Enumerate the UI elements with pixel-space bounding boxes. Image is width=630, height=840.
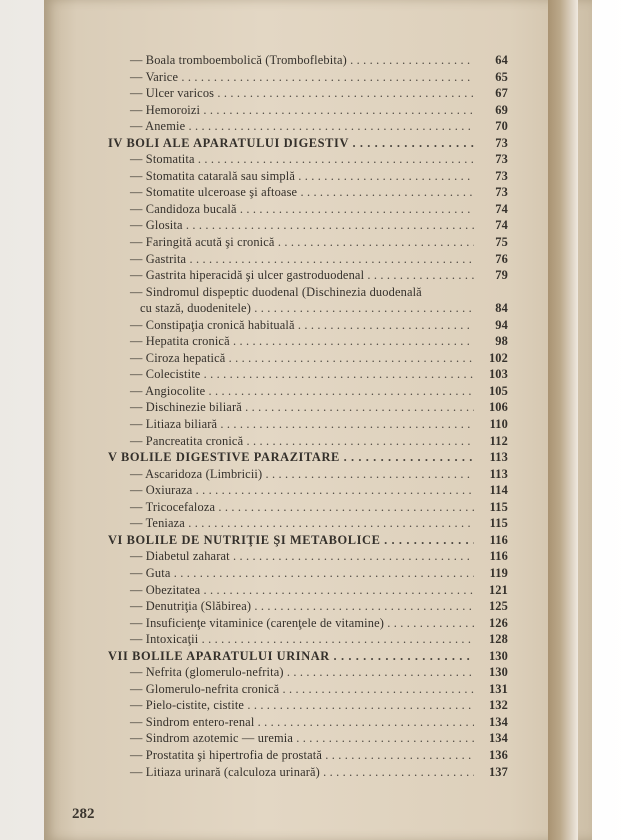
toc-entry-page: 130 bbox=[488, 648, 508, 663]
toc-entry bbox=[108, 764, 508, 781]
toc-entry-page: 94 bbox=[495, 317, 508, 332]
toc-entry bbox=[108, 85, 508, 102]
toc-entry bbox=[108, 399, 508, 416]
toc-entry bbox=[108, 234, 508, 251]
toc-entry-page: 128 bbox=[488, 632, 508, 647]
toc-entry-title: — Obezitatea . . . bbox=[108, 582, 474, 599]
toc-entry-title: — Ascaridoza (Limbricii) . . . bbox=[108, 466, 474, 483]
toc-entry-page: 73 bbox=[495, 152, 508, 167]
toc-entry-title: — Teniaza . . . bbox=[108, 515, 474, 532]
toc-entry-page: 105 bbox=[488, 383, 508, 398]
toc-entry-title: — Pancreatita cronică . . . bbox=[108, 433, 474, 450]
toc-entry bbox=[108, 433, 508, 450]
toc-entry-title: — Denutriţia (Slăbirea) . . . bbox=[108, 598, 474, 615]
toc-entry-page: 70 bbox=[495, 119, 508, 134]
toc-entry-page: 112 bbox=[489, 433, 508, 448]
toc-entry bbox=[108, 565, 508, 582]
toc-entry-title: — Anemie . . . bbox=[108, 118, 474, 135]
toc-entry bbox=[108, 151, 508, 168]
toc-entry bbox=[108, 499, 508, 516]
toc-entry-title: VII BOLILE APARATULUI URINAR . . . bbox=[108, 648, 474, 665]
toc-entry-title: V BOLILE DIGESTIVE PARAZITARE . . . bbox=[108, 449, 474, 466]
toc-entry-page: 79 bbox=[495, 268, 508, 283]
toc-entry-title: — Sindromul dispeptic duodenal (Dischinezia duodenală bbox=[130, 284, 422, 299]
toc-entry-title: — Boala tromboembolică (Tromboflebita) . . . bbox=[108, 52, 474, 69]
toc-entry-title: — Candidoza bucală . . . bbox=[108, 201, 474, 218]
toc-entry bbox=[108, 69, 508, 86]
toc-entry bbox=[108, 217, 508, 234]
toc-entry bbox=[108, 251, 508, 268]
toc-entry bbox=[108, 102, 508, 119]
toc-entry-page: 125 bbox=[488, 599, 508, 614]
page-number: 282 bbox=[72, 806, 95, 822]
toc-entry bbox=[108, 201, 508, 218]
toc-entry-title: — Ciroza hepatică . . . bbox=[108, 350, 474, 367]
toc-entry-title: — Angiocolite . . . bbox=[108, 383, 474, 400]
toc-entry-title: — Pielo-cistite, cistite . . . bbox=[108, 697, 474, 714]
toc-entry-title: — Sindrom azotemic — uremia . . . bbox=[108, 730, 474, 747]
toc-entry bbox=[108, 598, 508, 615]
toc-entry bbox=[108, 333, 508, 350]
toc-entry-page: 74 bbox=[495, 218, 508, 233]
toc-entry-page: 73 bbox=[495, 168, 508, 183]
toc-entry bbox=[108, 714, 508, 731]
toc-entry-page: 73 bbox=[495, 135, 508, 150]
toc-entry-page: 76 bbox=[495, 251, 508, 266]
toc-entry bbox=[108, 747, 508, 764]
toc-entry-title: — Guta . . . bbox=[108, 565, 474, 582]
toc-entry-title: — Ulcer varicos . . . bbox=[108, 85, 474, 102]
toc-entry-page: 126 bbox=[488, 615, 508, 630]
toc-entry-page: 103 bbox=[488, 367, 508, 382]
toc-entry-page: 113 bbox=[489, 450, 508, 465]
toc-entry-title: — Faringită acută şi cronică . . . bbox=[108, 234, 474, 251]
toc-entry-title: — Colecistite . . . bbox=[108, 366, 474, 383]
toc-entry-page: 134 bbox=[488, 714, 508, 729]
toc-entry-title: — Diabetul zaharat . . . bbox=[108, 548, 474, 565]
toc-entry-page: 102 bbox=[488, 350, 508, 365]
toc-entry-title: — Insuficienţe vitaminice (carenţele de vitamine) . . . bbox=[108, 615, 474, 632]
toc-entry-page: 121 bbox=[488, 582, 508, 597]
toc-entry-page: 132 bbox=[488, 698, 508, 713]
toc-entry bbox=[108, 267, 508, 284]
toc-entry bbox=[108, 482, 508, 499]
toc-entry-page: 134 bbox=[488, 731, 508, 746]
toc-entry bbox=[108, 730, 508, 747]
toc-entry-title: — Sindrom entero-renal . . . bbox=[108, 714, 474, 731]
toc-entry-page: 67 bbox=[495, 86, 508, 101]
toc-entry-page: 116 bbox=[489, 549, 508, 564]
toc-entry-title: — Stomatita catarală sau simplă . . . bbox=[108, 168, 474, 185]
toc-entry-title: — Litiaza biliară . . . bbox=[108, 416, 474, 433]
toc-entry-page: 65 bbox=[495, 69, 508, 84]
toc-entry-page: 73 bbox=[495, 185, 508, 200]
toc-section-heading bbox=[108, 532, 508, 549]
table-of-contents bbox=[108, 52, 508, 780]
toc-entry bbox=[108, 631, 508, 648]
toc-entry bbox=[108, 383, 508, 400]
toc-entry bbox=[108, 184, 508, 201]
toc-entry-page: 137 bbox=[488, 764, 508, 779]
toc-entry-title: VI BOLILE DE NUTRIŢIE ŞI METABOLICE . . . bbox=[108, 532, 474, 549]
toc-section-heading bbox=[108, 449, 508, 466]
toc-entry-title: — Hepatita cronică . . . bbox=[108, 333, 474, 350]
toc-entry-title: — Hemoroizi . . . bbox=[108, 102, 474, 119]
toc-entry bbox=[108, 697, 508, 714]
toc-entry bbox=[108, 118, 508, 135]
toc-entry-title: — Dischinezie biliară . . . bbox=[108, 399, 474, 416]
toc-entry-title: — Glosita . . . bbox=[108, 217, 474, 234]
toc-entry bbox=[108, 300, 508, 317]
toc-entry-page: 98 bbox=[495, 334, 508, 349]
toc-entry bbox=[108, 664, 508, 681]
toc-entry-title: — Gastrita . . . bbox=[108, 251, 474, 268]
toc-entry-page: 116 bbox=[489, 532, 508, 547]
toc-entry-page: 113 bbox=[489, 466, 508, 481]
toc-entry-page: 75 bbox=[495, 235, 508, 250]
toc-entry-title: cu stază, duodenitele) . . . bbox=[108, 300, 474, 317]
toc-entry-title: — Stomatita . . . bbox=[108, 151, 474, 168]
toc-entry bbox=[108, 416, 508, 433]
toc-entry-title: — Gastrita hiperacidă şi ulcer gastroduodenal . . . bbox=[108, 267, 474, 284]
toc-entry bbox=[108, 615, 508, 632]
toc-entry-title: — Glomerulo-nefrita cronică . . . bbox=[108, 681, 474, 698]
toc-section-heading bbox=[108, 648, 508, 665]
toc-entry-page: 114 bbox=[489, 483, 508, 498]
toc-entry-page: 69 bbox=[495, 102, 508, 117]
toc-entry bbox=[108, 515, 508, 532]
page-edge bbox=[548, 0, 578, 840]
toc-entry-title: IV BOLI ALE APARATULUI DIGESTIV . . . bbox=[108, 135, 474, 152]
toc-entry-title: — Litiaza urinară (calculoza urinară) . . . bbox=[108, 764, 474, 781]
toc-entry-title: — Intoxicaţii . . . bbox=[108, 631, 474, 648]
toc-entry-title: — Tricocefaloza . . . bbox=[108, 499, 474, 516]
toc-entry bbox=[108, 52, 508, 69]
toc-entry bbox=[108, 366, 508, 383]
toc-entry bbox=[108, 548, 508, 565]
toc-entry-page: 115 bbox=[489, 516, 508, 531]
toc-entry-title: — Prostatita şi hipertrofia de prostată . . . bbox=[108, 747, 474, 764]
toc-entry-page: 84 bbox=[495, 301, 508, 316]
toc-entry bbox=[108, 317, 508, 334]
toc-entry-page: 115 bbox=[489, 499, 508, 514]
toc-entry-page: 136 bbox=[488, 747, 508, 762]
toc-entry-page: 131 bbox=[488, 681, 508, 696]
toc-entry bbox=[108, 582, 508, 599]
toc-entry-title: — Oxiuraza . . . bbox=[108, 482, 474, 499]
toc-entry bbox=[108, 168, 508, 185]
toc-entry-page: 74 bbox=[495, 201, 508, 216]
toc-section-heading bbox=[108, 135, 508, 152]
toc-entry-title: — Constipaţia cronică habituală . . . bbox=[108, 317, 474, 334]
toc-entry-title: — Varice . . . bbox=[108, 69, 474, 86]
toc-entry-title: — Nefrita (glomerulo-nefrita) . . . bbox=[108, 664, 474, 681]
toc-entry-page: 110 bbox=[489, 417, 508, 432]
toc-entry bbox=[108, 681, 508, 698]
toc-entry-title: — Stomatite ulceroase şi aftoase . . . bbox=[108, 184, 474, 201]
toc-entry-page: 130 bbox=[488, 665, 508, 680]
toc-entry bbox=[108, 284, 508, 301]
toc-entry-page: 119 bbox=[489, 565, 508, 580]
toc-entry-page: 64 bbox=[495, 53, 508, 67]
toc-entry bbox=[108, 466, 508, 483]
toc-entry-page: 106 bbox=[488, 400, 508, 415]
toc-entry bbox=[108, 350, 508, 367]
